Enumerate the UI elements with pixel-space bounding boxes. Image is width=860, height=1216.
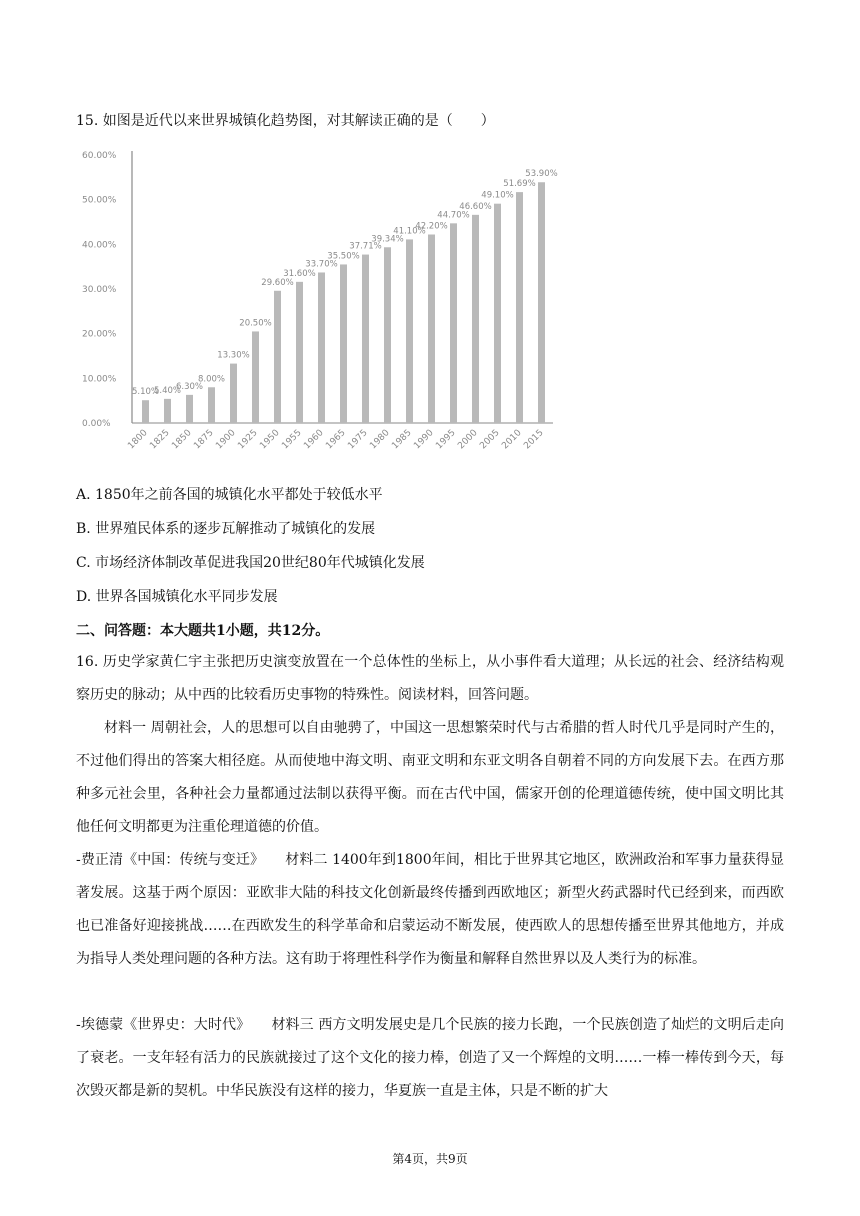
x-tick-label: 1900 [214, 428, 238, 452]
bar [428, 235, 435, 423]
bar-data-label: 44.70% [437, 210, 470, 221]
x-tick-label: 1875 [192, 428, 216, 452]
bar-data-label: 37.71% [349, 241, 382, 252]
bar [318, 272, 325, 423]
bar [362, 255, 369, 423]
x-tick-label: 2010 [500, 428, 524, 452]
bar [142, 400, 149, 423]
x-tick-label: 1995 [434, 428, 458, 452]
bar [450, 223, 457, 423]
x-tick-label: 1950 [258, 428, 282, 452]
bar [164, 399, 171, 423]
section-heading: 二、问答题：本大题共1小题，共12分。 [76, 623, 330, 639]
bar [274, 291, 281, 423]
y-tick-label: 0.00% [82, 419, 111, 429]
bar [472, 215, 479, 423]
bar-data-label: 46.60% [459, 201, 492, 212]
bar-data-label: 20.50% [239, 318, 272, 329]
bar-data-label: 39.34% [371, 234, 404, 245]
x-tick-label: 2005 [478, 428, 502, 452]
page-footer: 第4页，共9页 [392, 1152, 468, 1166]
bar-data-label: 13.30% [217, 350, 250, 361]
x-tick-label: 1980 [368, 428, 392, 452]
bar-data-label: 29.60% [261, 277, 294, 288]
option-d: D. 世界各国城镇化水平同步发展 [76, 589, 278, 605]
y-tick-label: 10.00% [82, 374, 117, 385]
x-tick-label: 1925 [236, 428, 260, 452]
material-one: 材料一 周朝社会，人的思想可以自由驰骋了，中国这一思想繁荣时代与古希腊的哲人时代几乎是同时产生的，不过他们得出的答案大相径庭。从而使地中海文明、南亚文明和东亚文明各自朝着不同的方向发展下去。在西方那种多元社会里，各种社会力量都通过法制以获得平衡。而在古代中国，儒家开创的伦理道德传统，使中国文明比其他任何文明都更为注重伦理道德的价值。 [76, 720, 784, 835]
bar-data-label: 51.69% [503, 179, 536, 190]
bar [516, 192, 523, 423]
y-tick-label: 60.00% [82, 151, 117, 161]
x-tick-label: 1800 [126, 428, 150, 452]
x-tick-label: 1990 [412, 428, 436, 452]
bar-data-label: 5.10% [131, 387, 160, 398]
question-15-title: 15. 如图是近代以来世界城镇化趋势图，对其解读正确的是（ ） [76, 113, 495, 129]
y-tick-label: 30.00% [82, 285, 117, 295]
y-tick-label: 20.00% [82, 329, 117, 340]
bar-data-label: 8.00% [197, 374, 226, 385]
bar-data-label: 6.30% [175, 381, 204, 392]
x-tick-label: 1825 [148, 428, 172, 452]
urbanization-bar-chart [78, 145, 578, 475]
x-tick-label: 1955 [280, 428, 304, 452]
bar [186, 395, 193, 423]
y-tick-label: 40.00% [82, 240, 117, 251]
bar-data-label: 49.10% [481, 190, 514, 201]
bar [252, 331, 259, 423]
x-tick-label: 1975 [346, 428, 370, 452]
bar [340, 264, 347, 423]
x-tick-label: 2000 [456, 428, 480, 452]
question-16-intro: 16. 历史学家黄仁宇主张把历史演变放置在一个总体性的坐标上，从小事件看大道理；从长远的社会、经济结构观察历史的脉动；从中西的比较看历史事物的特殊性。阅读材料，回答问题。 [76, 654, 784, 703]
bar [494, 204, 501, 423]
bar-data-label: 5.40% [153, 385, 182, 396]
bar [406, 239, 413, 423]
bar-data-label: 53.90% [525, 169, 558, 180]
option-c: C. 市场经济体制改革促进我国20世纪80年代城镇化发展 [76, 555, 425, 571]
x-tick-label: 1985 [390, 428, 414, 452]
bar-data-label: 31.60% [283, 268, 316, 279]
bar-data-label: 35.50% [327, 251, 360, 262]
bar [538, 182, 545, 423]
x-tick-label: 2015 [522, 428, 546, 452]
bar-data-label: 41.10% [393, 226, 426, 237]
bar [296, 282, 303, 423]
bar [208, 387, 215, 423]
bar-data-label: 42.20% [415, 221, 448, 232]
bar-data-label: 33.70% [305, 259, 338, 270]
option-b: B. 世界殖民体系的逐步瓦解推动了城镇化的发展 [76, 521, 376, 537]
x-tick-label: 1850 [170, 428, 194, 452]
x-tick-label: 1965 [324, 428, 348, 452]
bar [384, 247, 391, 423]
y-tick-label: 50.00% [82, 195, 117, 206]
bar [230, 364, 237, 423]
x-tick-label: 1960 [302, 428, 326, 452]
material-two: -费正清《中国：传统与变迁》 材料二 1400年到1800年间，相比于世界其它地区，欧洲政治和军事力量获得显著发展。这基于两个原因：亚欧非大陆的科技文化创新最终传播到西欧地区；新型火药武器时代已经到来，而西欧也已准备好迎接挑战……在西欧发生的科学革命和启蒙运动不断发展，使西欧人的思想传播至世界其他地方，并成为指导人类处理问题的各种方法。这有助于将理性科学作为衡量和解释自然世界以及人类行为的标准。 [76, 852, 784, 967]
material-three: -埃德蒙《世界史：大时代》 材料三 西方文明发展史是几个民族的接力长跑，一个民族创造了灿烂的文明后走向了衰老。一支年轻有活力的民族就接过了这个文化的接力棒，创造了又一个辉煌的文明……一棒一棒传到今天，每次毁灭都是新的契机。中华民族没有这样的接力，华夏族一直是主体，只是不断的扩大 [76, 1017, 784, 1099]
option-a: A. 1850年之前各国的城镇化水平都处于较低水平 [76, 487, 383, 503]
